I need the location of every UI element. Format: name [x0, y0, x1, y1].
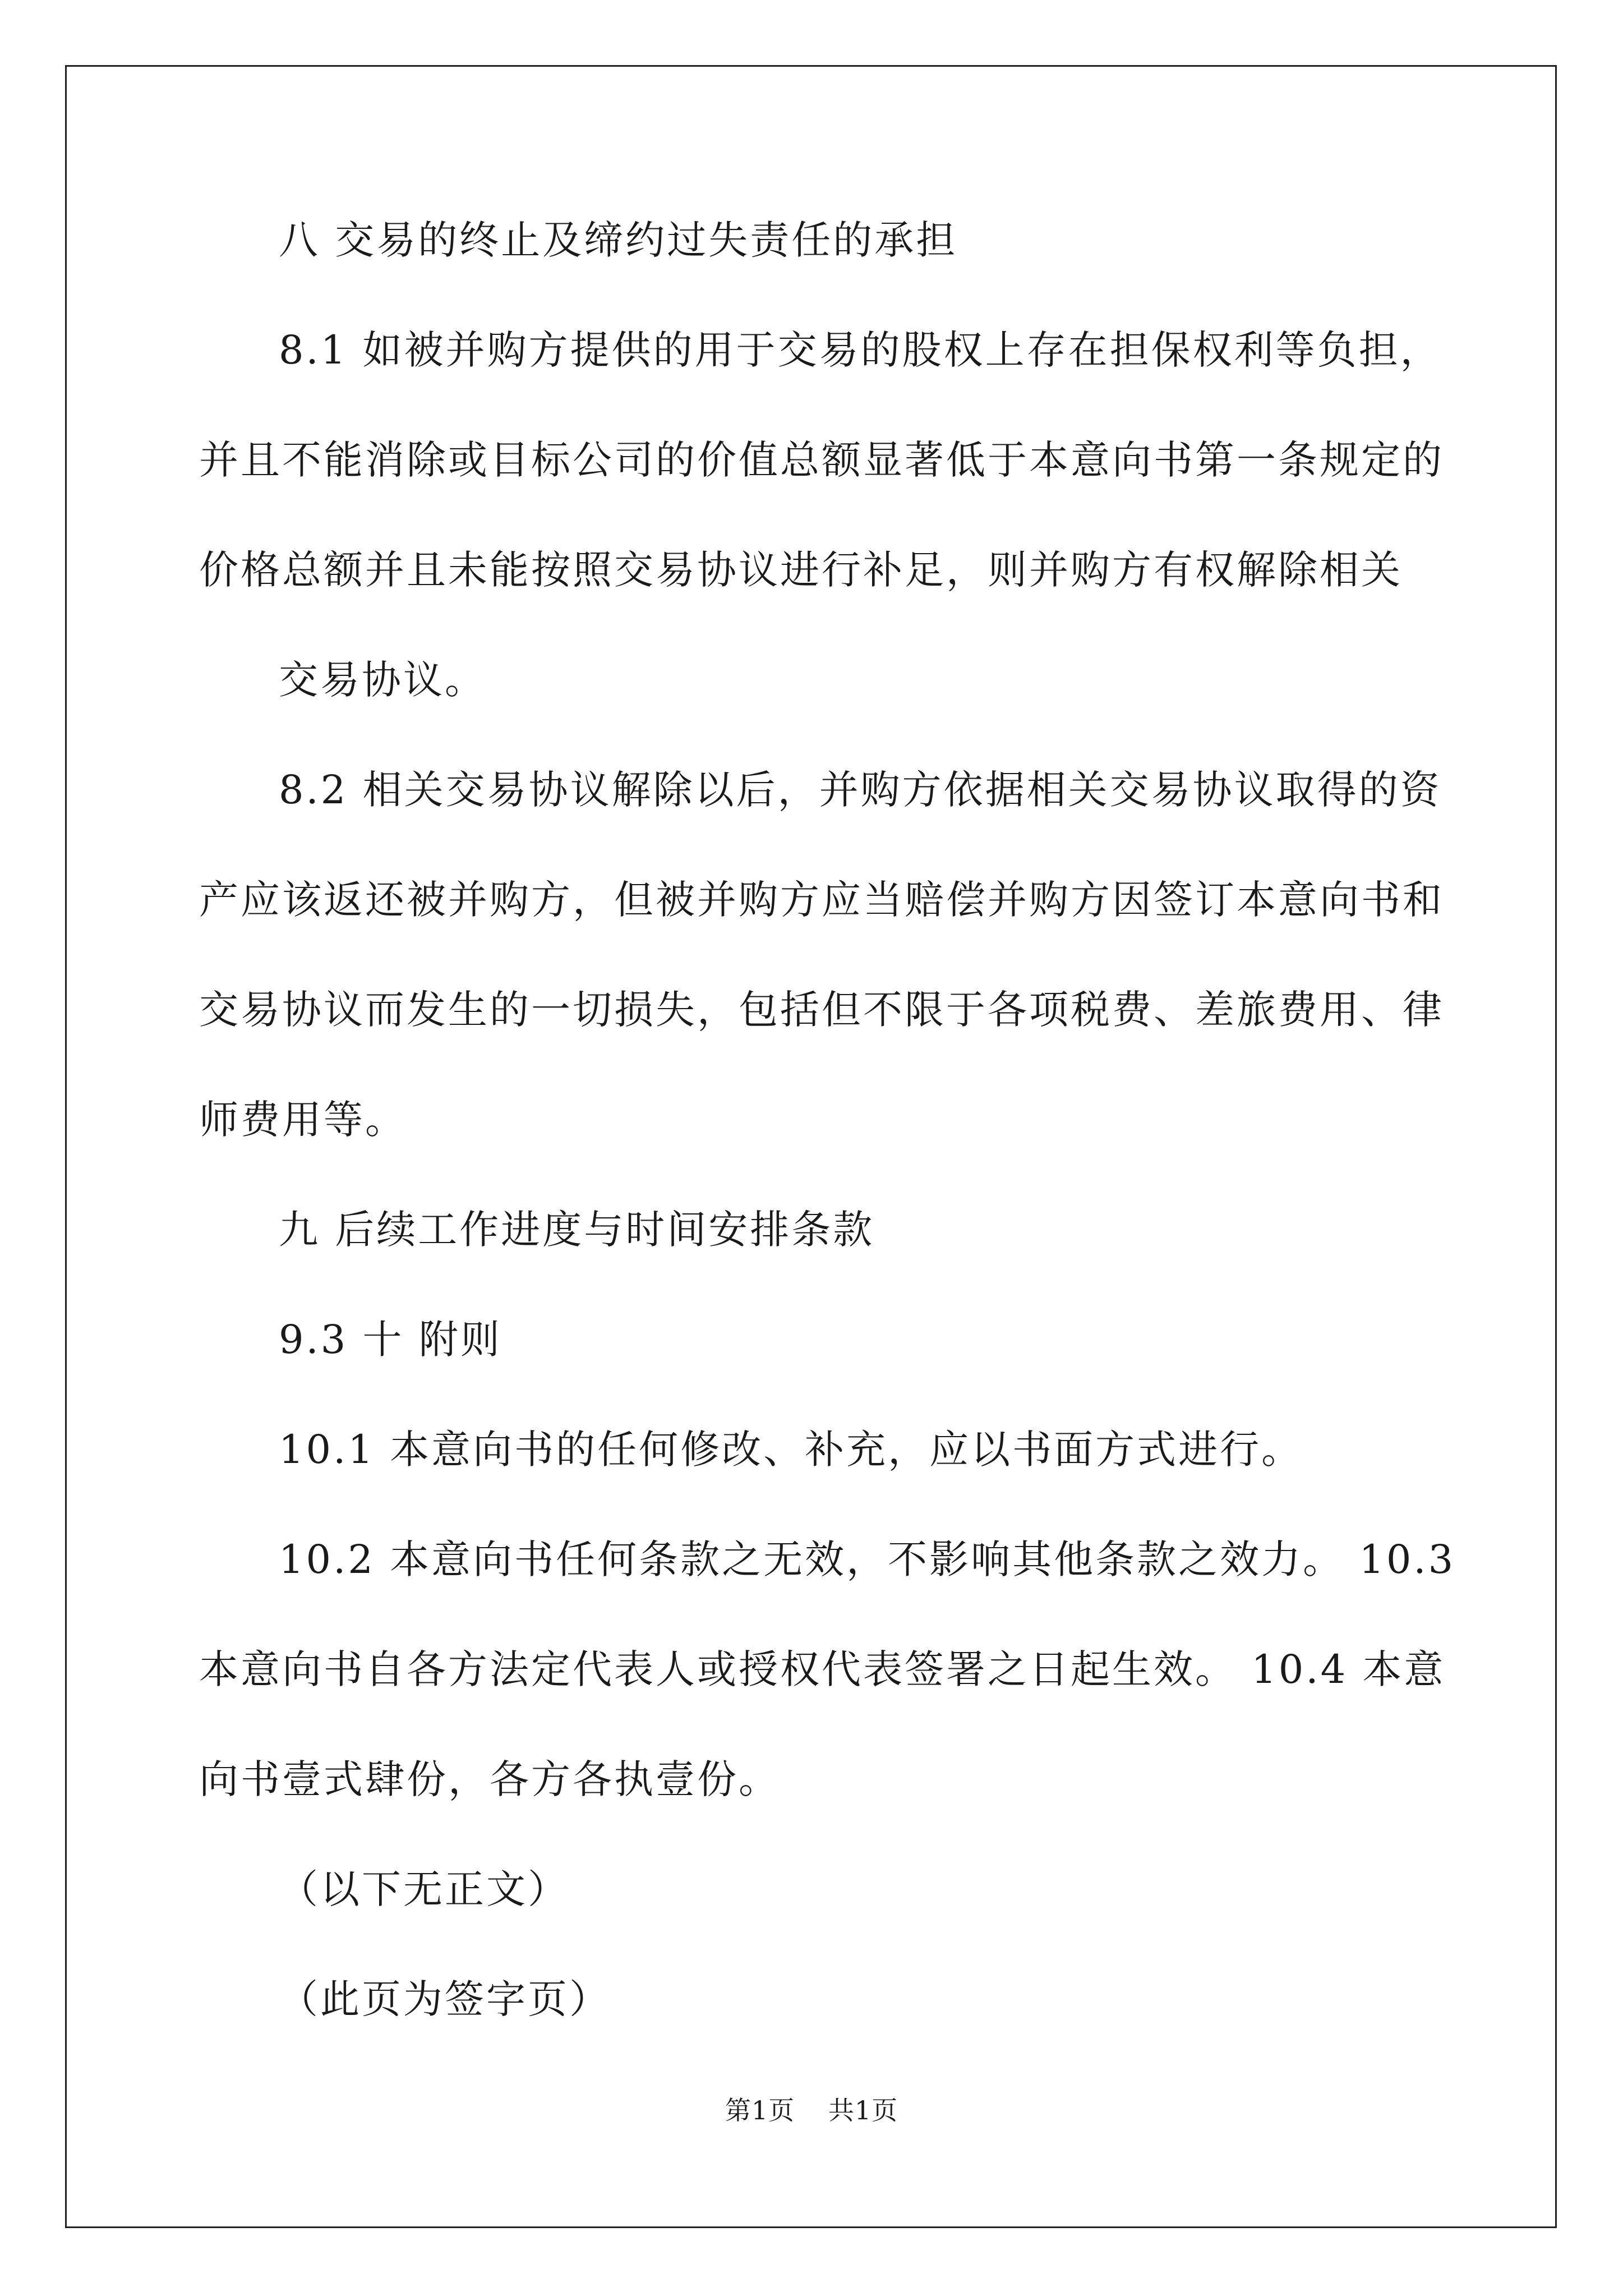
paragraph-line: 交易协议而发生的一切损失，包括但不限于各项税费、差旅费用、律: [199, 987, 1444, 1033]
section-heading-9: 九 后续工作进度与时间安排条款: [279, 1207, 875, 1253]
paragraph-line: 交易协议。: [279, 657, 486, 703]
signature-page-note: （此页为签字页）: [279, 1976, 611, 2022]
page-footer: [0, 2093, 1623, 2127]
paragraph-line: 师费用等。: [199, 1097, 407, 1143]
paragraph-line: 本意向书自各方法定代表人或授权代表签署之日起生效。 10.4 本意: [199, 1646, 1446, 1692]
paragraph-line: 向书壹式肆份，各方各执壹份。: [199, 1756, 780, 1802]
section-heading-8: 八 交易的终止及缔约过失责任的承担: [279, 217, 958, 263]
paragraph-line: 价格总额并且未能按照交易协议进行补足，则并购方有权解除相关: [199, 547, 1403, 593]
section-heading-10: 9.3 十 附则: [279, 1317, 502, 1363]
paragraph-line: 10.2 本意向书任何条款之无效，不影响其他条款之效力。 10.3: [279, 1536, 1456, 1582]
page-number: 第1页: [725, 2095, 795, 2125]
page-total: 共1页: [828, 2095, 898, 2125]
paragraph-line: 产应该返还被并购方，但被并购方应当赔偿并购方因签订本意向书和: [199, 877, 1444, 923]
paragraph-line: 8.1 如被并购方提供的用于交易的股权上存在担保权利等负担，: [279, 327, 1442, 373]
document-body: [199, 185, 1456, 2054]
no-further-text-note: （以下无正文）: [279, 1866, 569, 1912]
paragraph-line: 10.1 本意向书的任何修改、补充，应以书面方式进行。: [279, 1427, 1303, 1473]
paragraph-line: 8.2 相关交易协议解除以后，并购方依据相关交易协议取得的资: [279, 767, 1442, 813]
paragraph-line: 并且不能消除或目标公司的价值总额显著低于本意向书第一条规定的: [199, 437, 1444, 483]
